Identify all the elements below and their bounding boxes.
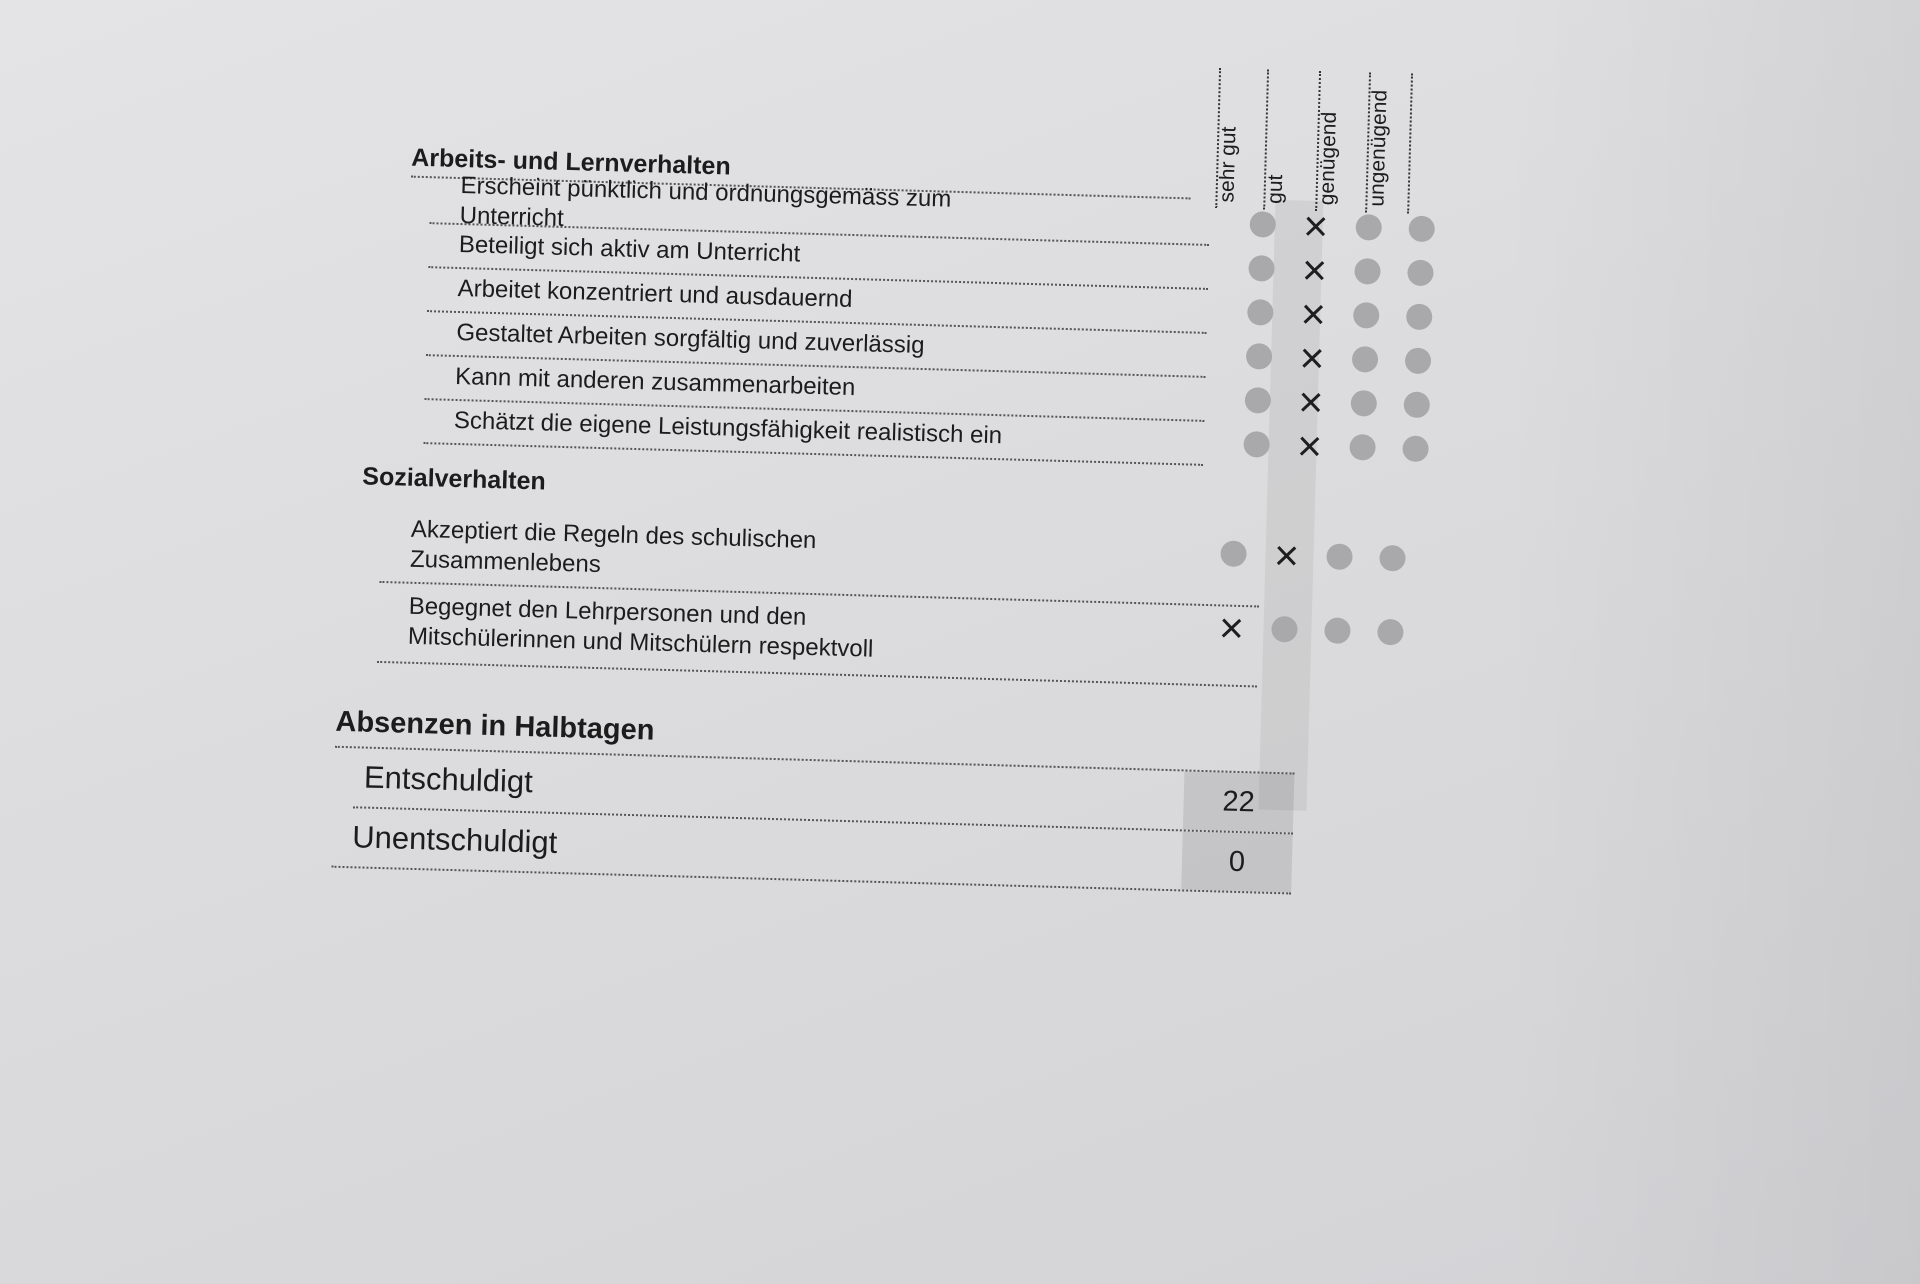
- selected-x-mark: [1302, 213, 1329, 240]
- absence-value: 22: [1183, 771, 1295, 832]
- rating-dot: [1355, 214, 1382, 241]
- rating-dot: [1353, 302, 1380, 329]
- grade-header-gut: [1263, 69, 1309, 210]
- rating-dot: [1243, 431, 1270, 458]
- rating-dot: [1377, 619, 1404, 646]
- rating-label: Begegnet den Lehrpersonen und den Mitschülerinnen und Mitschülern respektvoll: [407, 592, 874, 663]
- rating-dot: [1403, 391, 1430, 418]
- report-sheet: [335, 25, 1494, 1116]
- selected-x-mark: [1299, 345, 1326, 372]
- rating-marks: [1220, 540, 1433, 572]
- grade-header-label: sehr gut: [1215, 126, 1241, 203]
- grade-header-label: genügend: [1315, 111, 1341, 206]
- rating-dot: [1324, 617, 1351, 644]
- rating-dot: [1379, 545, 1406, 572]
- rating-dot: [1245, 387, 1272, 414]
- rating-dot: [1350, 390, 1377, 417]
- grade-header-ungenuegend: [1365, 72, 1413, 213]
- rating-label: Kann mit anderen zusammenarbeiten: [454, 362, 856, 402]
- section-title-sozialverhalten: Sozialverhalten: [362, 462, 547, 496]
- rating-dot: [1408, 216, 1435, 243]
- rating-dot: [1248, 255, 1275, 282]
- selected-x-mark: [1296, 432, 1323, 459]
- selected-x-mark: [1273, 542, 1300, 569]
- rating-label: Beteiligt sich aktiv am Unterricht: [458, 231, 801, 268]
- rating-dot: [1405, 347, 1432, 374]
- rating-dot: [1249, 211, 1276, 238]
- rating-dot: [1220, 540, 1247, 567]
- rating-dot: [1406, 303, 1433, 330]
- rating-dot: [1407, 260, 1434, 287]
- section-title-arbeits-lernverhalten: Arbeits- und Lernverhalten: [410, 143, 732, 181]
- rating-dot: [1326, 543, 1353, 570]
- section-title-absenzen: Absenzen in Halbtagen: [335, 705, 655, 747]
- rating-dot: [1349, 434, 1376, 461]
- paper-shadow: [1500, 0, 1920, 1284]
- rating-label: Erscheint pünktlich und ordnungsgemäss zum Unterricht: [459, 172, 952, 232]
- rating-marks: [1218, 614, 1431, 646]
- grade-header-sehr-gut: [1215, 68, 1261, 209]
- rating-dot: [1402, 435, 1429, 462]
- rating-label: Gestaltet Arbeiten sorgfältig und zuverlässig: [456, 318, 925, 360]
- rating-dot: [1352, 346, 1379, 373]
- grade-headers: [1215, 58, 1439, 214]
- absence-label: Entschuldigt: [363, 759, 534, 800]
- selected-x-mark: [1297, 388, 1324, 415]
- selected-x-mark: [1218, 614, 1245, 641]
- rating-dot: [1246, 343, 1273, 370]
- rating-dot: [1354, 258, 1381, 285]
- selected-x-mark: [1301, 257, 1328, 284]
- grade-header-label: ungenügend: [1365, 89, 1392, 207]
- absence-label: Unentschuldigt: [351, 819, 558, 860]
- gut-column-shade: [1258, 200, 1323, 811]
- rating-dot: [1271, 616, 1298, 643]
- rating-dot: [1247, 299, 1274, 326]
- absence-value: 0: [1181, 831, 1293, 892]
- selected-x-mark: [1300, 301, 1327, 328]
- rating-label: Akzeptiert die Regeln des schulischen Zusammenlebens: [409, 515, 817, 579]
- rating-label: Schätzt die eigene Leistungsfähigkeit realistisch ein: [453, 406, 1003, 450]
- grade-header-label: gut: [1263, 174, 1288, 205]
- rating-label: Arbeitet konzentriert und ausdauernd: [457, 274, 853, 314]
- grade-header-genuegend: [1315, 71, 1361, 212]
